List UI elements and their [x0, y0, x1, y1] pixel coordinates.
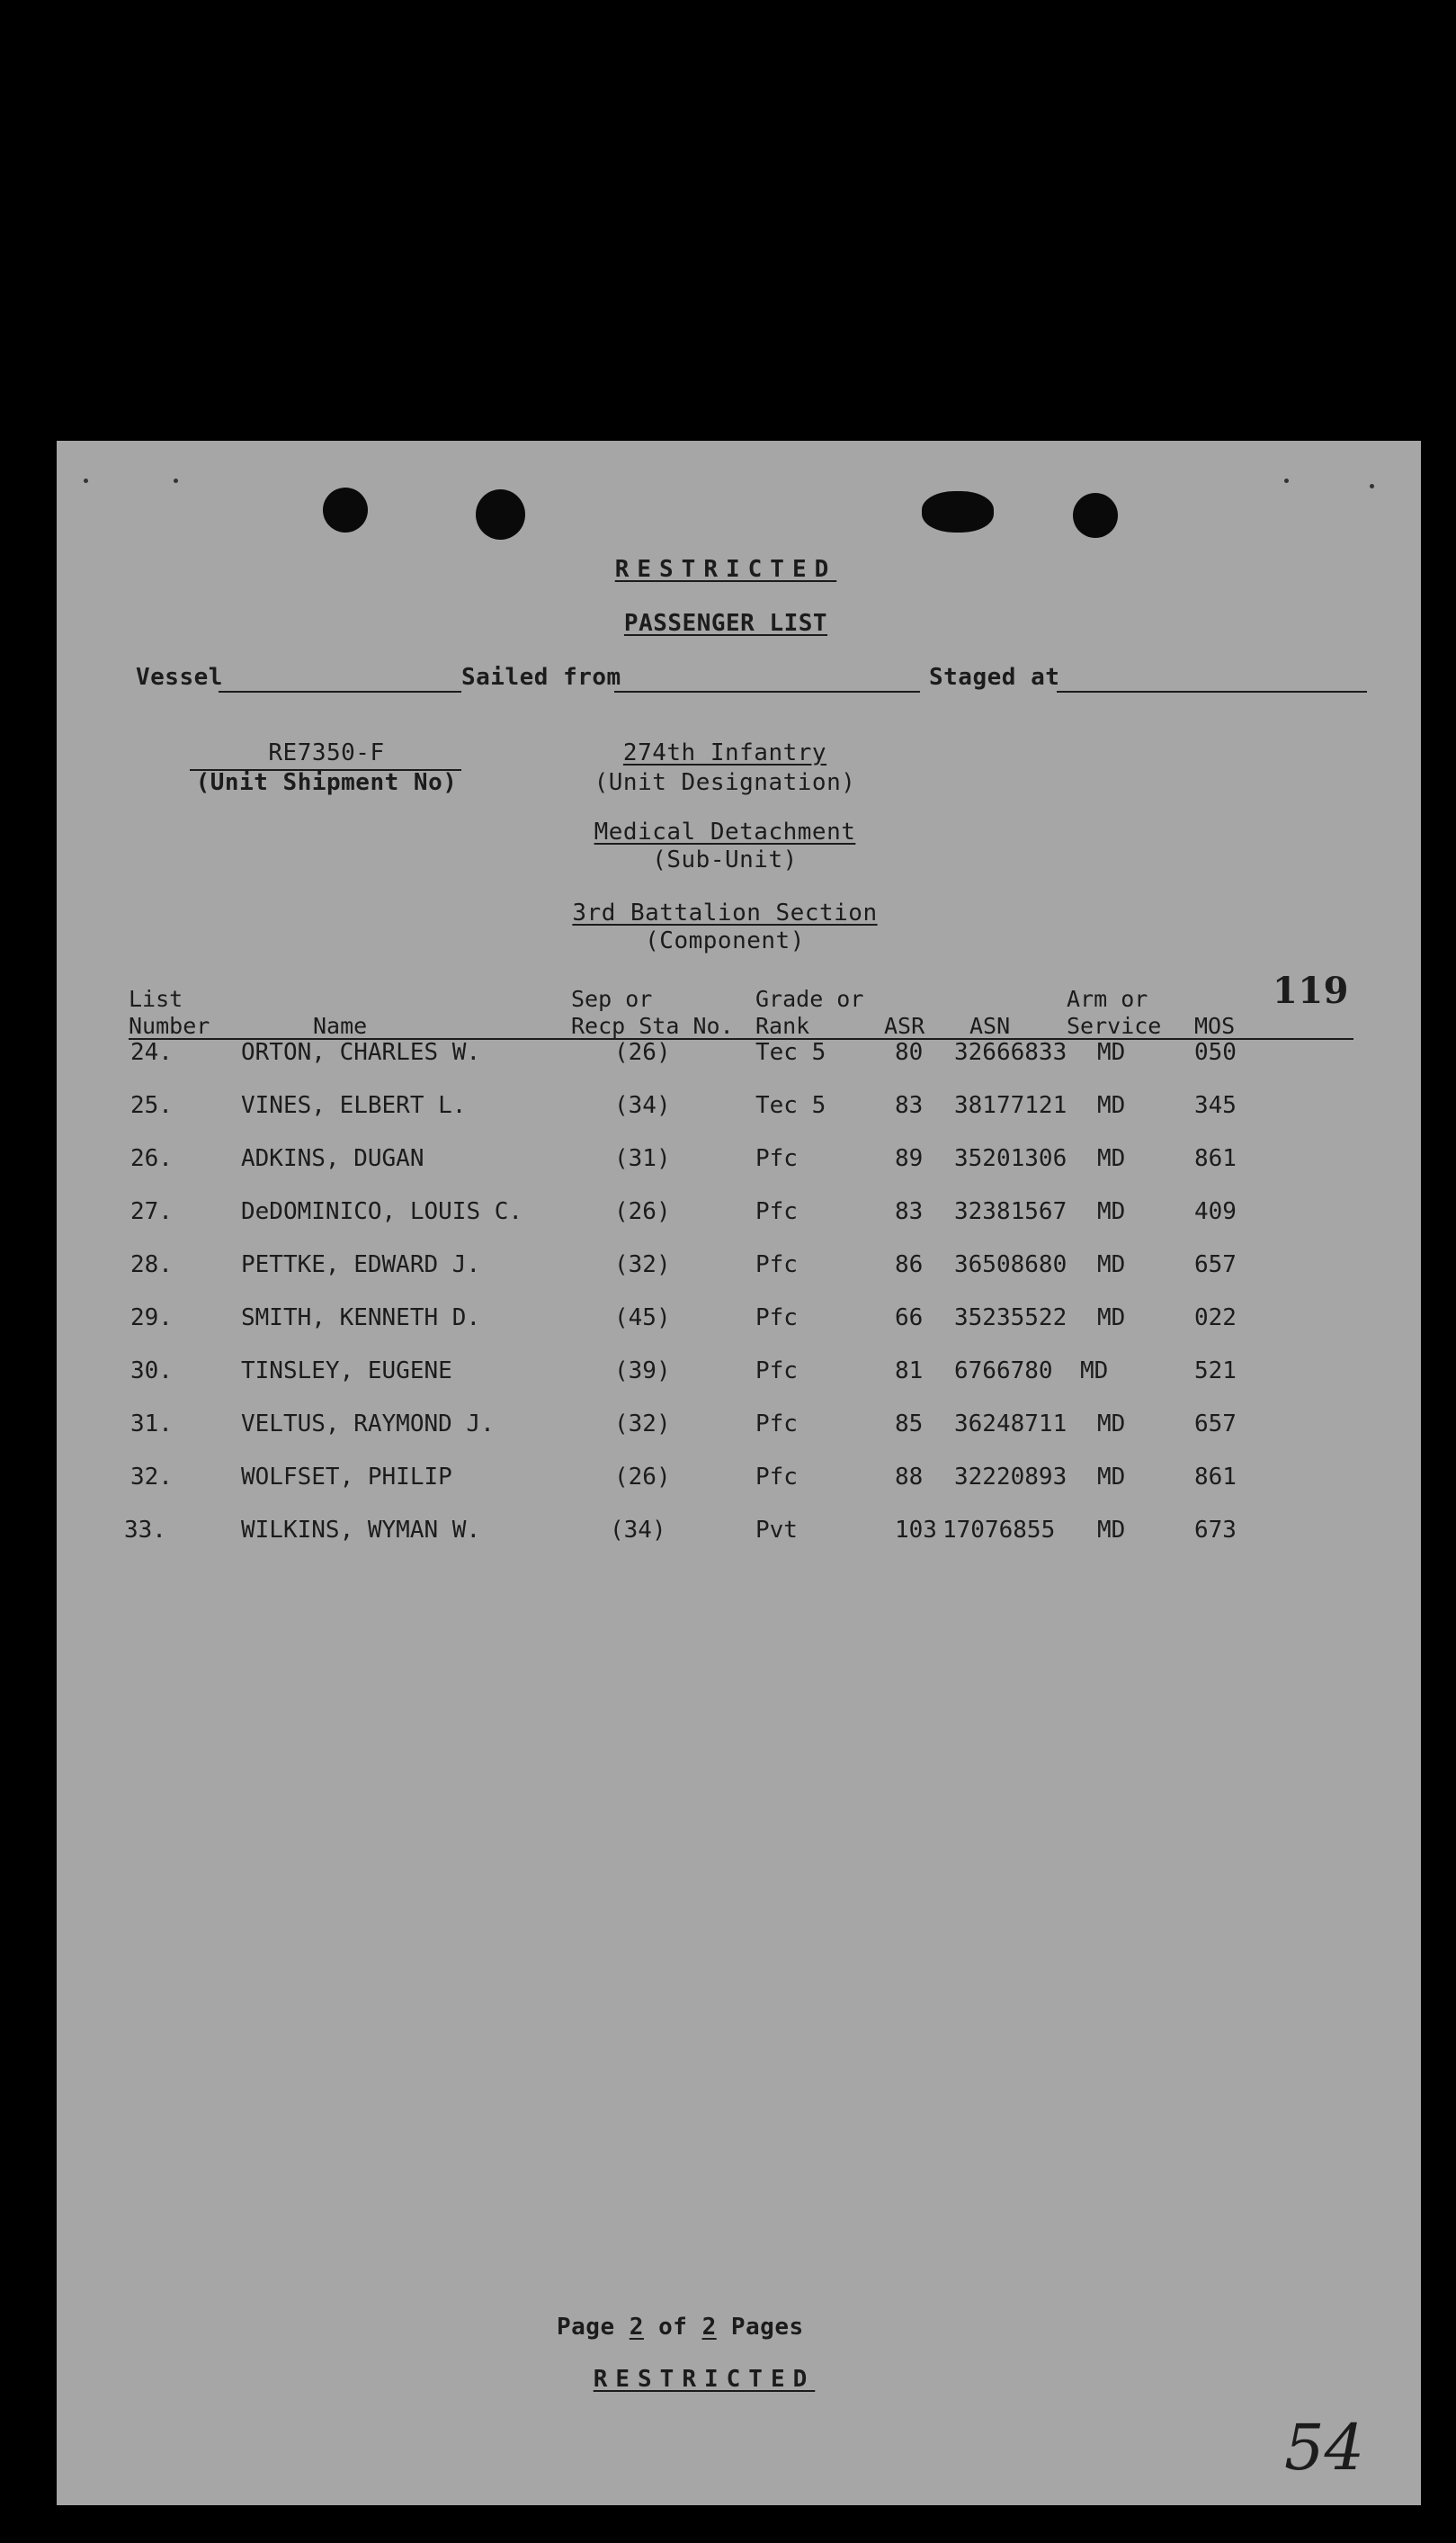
row-rank: Pfc: [755, 1304, 798, 1331]
col-arm-service: [1067, 986, 1161, 1040]
row-arm: MD: [1097, 1517, 1126, 1544]
page-total: 2: [701, 2314, 717, 2341]
row-station: (26): [614, 1198, 671, 1225]
row-number: 31.: [130, 1410, 173, 1437]
row-name: DeDOMINICO, LOUIS C.: [241, 1198, 523, 1225]
pages-word: Pages: [730, 2314, 804, 2341]
row-rank: Pfc: [755, 1410, 798, 1437]
punch-hole: [1073, 493, 1118, 538]
row-mos: 673: [1194, 1517, 1237, 1544]
row-asr: 86: [895, 1251, 924, 1278]
row-arm: MD: [1097, 1092, 1126, 1119]
col-arm-line1: Arm or: [1067, 986, 1148, 1012]
row-name: VELTUS, RAYMOND J.: [241, 1410, 495, 1437]
row-station: (39): [614, 1357, 671, 1384]
row-number: 30.: [130, 1357, 173, 1384]
row-station: (45): [614, 1304, 671, 1331]
row-station: (26): [614, 1039, 671, 1066]
row-name: WILKINS, WYMAN W.: [241, 1517, 481, 1544]
row-asn: 32381567: [954, 1198, 1067, 1225]
row-mos: 861: [1194, 1464, 1237, 1491]
col-mos: [1194, 1013, 1235, 1040]
col-grade-line2: Rank: [755, 1013, 810, 1039]
table-row: [57, 1039, 1421, 1075]
row-rank: Pfc: [755, 1198, 798, 1225]
table-row: [57, 1198, 1421, 1234]
row-mos: 409: [1194, 1198, 1237, 1225]
row-asn: 38177121: [954, 1092, 1067, 1119]
row-rank: Pfc: [755, 1251, 798, 1278]
table-row: [57, 1145, 1421, 1181]
col-list-number-line2: Number: [129, 1013, 210, 1039]
row-rank: Pfc: [755, 1464, 798, 1491]
row-station: (32): [614, 1251, 671, 1278]
speck: [1284, 479, 1289, 483]
row-arm: MD: [1097, 1410, 1126, 1437]
row-name: WOLFSET, PHILIP: [241, 1464, 452, 1491]
staged-at-blank: [1057, 691, 1367, 693]
row-arm: MD: [1097, 1039, 1126, 1066]
row-arm: MD: [1097, 1145, 1126, 1172]
punch-hole: [323, 488, 368, 533]
row-mos: 050: [1194, 1039, 1237, 1066]
row-name: ADKINS, DUGAN: [241, 1145, 424, 1172]
row-number: 26.: [130, 1145, 173, 1172]
table-row: [57, 1410, 1421, 1446]
row-asr: 89: [895, 1145, 924, 1172]
row-name: PETTKE, EDWARD J.: [241, 1251, 481, 1278]
row-name: ORTON, CHARLES W.: [241, 1039, 481, 1066]
row-asn: 35235522: [954, 1304, 1067, 1331]
unit-shipment-no: RE7350-F: [268, 739, 385, 766]
row-asr: 80: [895, 1039, 924, 1066]
row-number: 33.: [124, 1517, 166, 1544]
page-word: Page: [557, 2314, 615, 2341]
table-row: [57, 1304, 1421, 1340]
restricted-footer: RESTRICTED: [593, 2366, 816, 2393]
punch-hole: [922, 491, 994, 533]
row-asn: 32666833: [954, 1039, 1067, 1066]
speck: [174, 479, 178, 483]
col-sep-recp: [571, 986, 734, 1040]
restricted-header: RESTRICTED: [614, 556, 837, 583]
row-name: TINSLEY, EUGENE: [241, 1357, 452, 1384]
row-rank: Pfc: [755, 1357, 798, 1384]
page-number: 2: [629, 2314, 644, 2341]
row-asn: 36248711: [954, 1410, 1067, 1437]
punch-hole: [476, 489, 525, 540]
speck: [1370, 484, 1374, 488]
row-number: 28.: [130, 1251, 173, 1278]
row-mos: 657: [1194, 1251, 1237, 1278]
sailed-from-label: Sailed from: [461, 664, 621, 691]
row-station: (34): [610, 1517, 666, 1544]
sub-unit: Medical Detachment: [594, 819, 856, 846]
row-asr: 85: [895, 1410, 924, 1437]
col-name: [313, 1013, 367, 1040]
document-page: [57, 441, 1421, 2505]
row-number: 27.: [130, 1198, 173, 1225]
unit-designation-caption: (Unit Designation): [594, 769, 856, 796]
component-caption: (Component): [645, 927, 805, 954]
unit-shipment-caption: (Unit Shipment No): [195, 769, 458, 796]
document-title: PASSENGER LIST: [623, 610, 828, 637]
row-number: 24.: [130, 1039, 173, 1066]
row-asr: 66: [895, 1304, 924, 1331]
row-mos: 657: [1194, 1410, 1237, 1437]
col-sep-line1: Sep or: [571, 986, 653, 1012]
col-grade-line1: Grade or: [755, 986, 864, 1012]
row-asn: 17076855: [942, 1517, 1056, 1544]
page-stamp-number: 119: [1273, 970, 1349, 1012]
col-list-number-line1: List: [129, 986, 183, 1012]
row-arm: MD: [1097, 1198, 1126, 1225]
row-asn: 36508680: [954, 1251, 1067, 1278]
speck: [84, 479, 88, 483]
row-asn: 35201306: [954, 1145, 1067, 1172]
table-row: [57, 1464, 1421, 1500]
row-asr: 88: [895, 1464, 924, 1491]
row-rank: Tec 5: [755, 1039, 826, 1066]
vessel-blank: [219, 691, 461, 693]
table-row: [57, 1251, 1421, 1287]
table-row: [57, 1357, 1421, 1393]
row-arm: MD: [1097, 1304, 1126, 1331]
row-station: (34): [614, 1092, 671, 1119]
col-asr: [884, 1013, 925, 1040]
row-station: (31): [614, 1145, 671, 1172]
row-rank: Tec 5: [755, 1092, 826, 1119]
component: 3rd Battalion Section: [572, 900, 878, 927]
row-asn: 6766780: [954, 1357, 1053, 1384]
row-asr: 83: [895, 1198, 924, 1225]
vessel-label: Vessel: [136, 664, 223, 691]
of-word: of: [658, 2314, 688, 2341]
row-station: (26): [614, 1464, 671, 1491]
page-indicator: [557, 2314, 804, 2341]
col-arm-line2: Service: [1067, 1013, 1162, 1039]
row-arm: MD: [1097, 1251, 1126, 1278]
col-asn: [969, 1013, 1010, 1040]
row-mos: 861: [1194, 1145, 1237, 1172]
row-arm: MD: [1097, 1464, 1126, 1491]
col-asn-label: ASN: [969, 1013, 1011, 1039]
table-row: [57, 1517, 1421, 1553]
col-grade: [755, 986, 863, 1040]
row-number: 29.: [130, 1304, 173, 1331]
row-arm: MD: [1080, 1357, 1109, 1384]
row-number: 32.: [130, 1464, 173, 1491]
staged-at-label: Staged at: [929, 664, 1060, 691]
row-asr: 81: [895, 1357, 924, 1384]
row-rank: Pfc: [755, 1145, 798, 1172]
row-mos: 345: [1194, 1092, 1237, 1119]
row-asr: 83: [895, 1092, 924, 1119]
col-list-number: [129, 986, 210, 1040]
row-number: 25.: [130, 1092, 173, 1119]
handwritten-page-number: 54: [1284, 2411, 1365, 2485]
row-asr: 103: [895, 1517, 937, 1544]
sailed-from-blank: [614, 691, 920, 693]
col-asr-label: ASR: [884, 1013, 925, 1039]
table-row: [57, 1092, 1421, 1128]
col-sep-line2: Recp Sta No.: [571, 1013, 734, 1039]
row-rank: Pvt: [755, 1517, 798, 1544]
row-station: (32): [614, 1410, 671, 1437]
unit-designation: 274th Infantry: [622, 739, 827, 766]
row-mos: 521: [1194, 1357, 1237, 1384]
col-name-label: Name: [313, 1013, 368, 1039]
col-mos-label: MOS: [1194, 1013, 1236, 1039]
row-mos: 022: [1194, 1304, 1237, 1331]
row-name: SMITH, KENNETH D.: [241, 1304, 481, 1331]
row-name: VINES, ELBERT L.: [241, 1092, 467, 1119]
sub-unit-caption: (Sub-Unit): [652, 846, 798, 873]
row-asn: 32220893: [954, 1464, 1067, 1491]
